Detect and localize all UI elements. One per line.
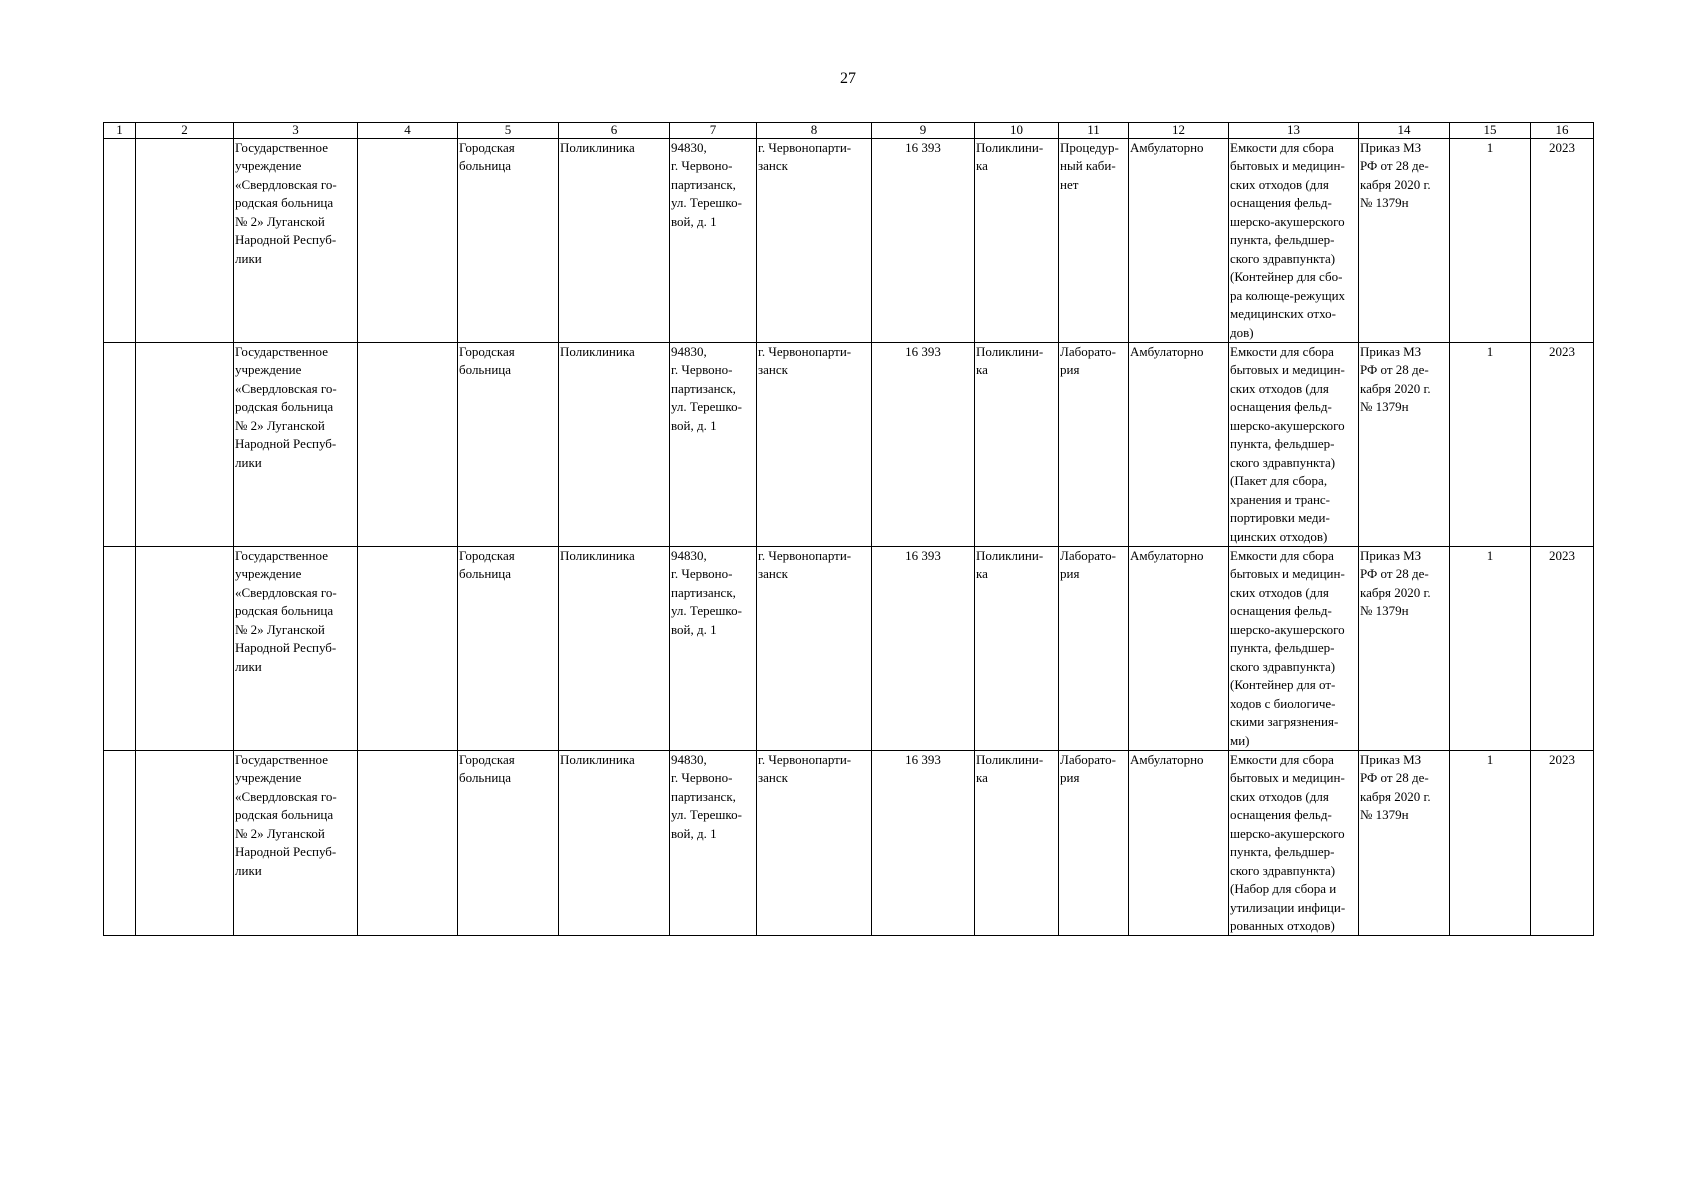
column-number: 2 (136, 123, 234, 139)
cell-population: 16 393 (872, 750, 975, 936)
cell-address: 94830, г. Червоно- партизанск, ул. Терешко- вой, д. 1 (670, 139, 757, 343)
page-number: 27 (840, 70, 856, 87)
cell-col-4 (358, 342, 458, 546)
cell-unit: Поликлини- ка (975, 139, 1059, 343)
cell-population: 16 393 (872, 546, 975, 750)
column-number-row (104, 123, 1594, 139)
cell-institution: Государственное учреждение «Свердловская го- родская больница № 2» Луганской Народной Респуб- лики (234, 139, 358, 343)
table-row (104, 342, 1594, 546)
cell-address: 94830, г. Червоно- партизанск, ул. Терешко- вой, д. 1 (670, 546, 757, 750)
column-number: 4 (358, 123, 458, 139)
cell-care-form: Амбулаторно (1129, 342, 1229, 546)
cell-unit: Поликлини- ка (975, 750, 1059, 936)
cell-col-4 (358, 546, 458, 750)
table-row (104, 139, 1594, 343)
column-number: 5 (458, 123, 559, 139)
cell-unit: Поликлини- ка (975, 546, 1059, 750)
cell-org-type: Городская больница (458, 342, 559, 546)
cell-division: Поликлиника (559, 546, 670, 750)
cell-unit: Поликлини- ка (975, 342, 1059, 546)
column-number: 6 (559, 123, 670, 139)
cell-settlement: г. Червонопарти- занск (757, 342, 872, 546)
cell-year: 2023 (1531, 546, 1594, 750)
column-number: 14 (1359, 123, 1450, 139)
cell-population: 16 393 (872, 139, 975, 343)
column-number: 8 (757, 123, 872, 139)
cell-address: 94830, г. Червоно- партизанск, ул. Терешко- вой, д. 1 (670, 342, 757, 546)
cell-quantity: 1 (1450, 750, 1531, 936)
cell-division: Поликлиника (559, 342, 670, 546)
cell-settlement: г. Червонопарти- занск (757, 139, 872, 343)
column-number: 13 (1229, 123, 1359, 139)
cell-equipment: Емкости для сбора бытовых и медицин- ских отходов (для оснащения фельд- шерско-акушерского пункта, фельдшер- ского здравпункта) (Контейнер для сбо- ра колюще-режущих медицинских отхо- дов) (1229, 139, 1359, 343)
cell-settlement: г. Червонопарти- занск (757, 750, 872, 936)
column-number: 1 (104, 123, 136, 139)
cell-care-form: Амбулаторно (1129, 750, 1229, 936)
cell-col-1 (104, 139, 136, 343)
column-number: 9 (872, 123, 975, 139)
column-number: 11 (1059, 123, 1129, 139)
cell-col-1 (104, 750, 136, 936)
cell-population: 16 393 (872, 342, 975, 546)
table-row (104, 546, 1594, 750)
column-number: 12 (1129, 123, 1229, 139)
cell-col-2 (136, 342, 234, 546)
equipment-register-table (103, 122, 1594, 936)
cell-institution: Государственное учреждение «Свердловская го- родская больница № 2» Луганской Народной Респуб- лики (234, 750, 358, 936)
cell-room: Лаборато- рия (1059, 546, 1129, 750)
cell-equipment: Емкости для сбора бытовых и медицин- ских отходов (для оснащения фельд- шерско-акушерского пункта, фельдшер- ского здравпункта) (Набор для сбора и утилизации инфици- рованных отходов) (1229, 750, 1359, 936)
cell-quantity: 1 (1450, 546, 1531, 750)
cell-year: 2023 (1531, 139, 1594, 343)
cell-care-form: Амбулаторно (1129, 139, 1229, 343)
table-row (104, 750, 1594, 936)
cell-col-1 (104, 546, 136, 750)
cell-org-type: Городская больница (458, 750, 559, 936)
column-number: 3 (234, 123, 358, 139)
cell-year: 2023 (1531, 342, 1594, 546)
cell-room: Процедур- ный каби- нет (1059, 139, 1129, 343)
cell-col-1 (104, 342, 136, 546)
cell-room: Лаборато- рия (1059, 342, 1129, 546)
cell-settlement: г. Червонопарти- занск (757, 546, 872, 750)
column-number: 15 (1450, 123, 1531, 139)
cell-division: Поликлиника (559, 139, 670, 343)
cell-quantity: 1 (1450, 139, 1531, 343)
cell-org-type: Городская больница (458, 546, 559, 750)
cell-col-2 (136, 546, 234, 750)
cell-year: 2023 (1531, 750, 1594, 936)
cell-order: Приказ МЗ РФ от 28 де- кабря 2020 г. № 1379н (1359, 342, 1450, 546)
cell-org-type: Городская больница (458, 139, 559, 343)
cell-institution: Государственное учреждение «Свердловская го- родская больница № 2» Луганской Народной Респуб- лики (234, 342, 358, 546)
cell-address: 94830, г. Червоно- партизанск, ул. Терешко- вой, д. 1 (670, 750, 757, 936)
cell-care-form: Амбулаторно (1129, 546, 1229, 750)
cell-equipment: Емкости для сбора бытовых и медицин- ских отходов (для оснащения фельд- шерско-акушерского пункта, фельдшер- ского здравпункта) (Контейнер для от- ходов с биологиче- скими загрязнения- ми) (1229, 546, 1359, 750)
column-number: 7 (670, 123, 757, 139)
cell-col-4 (358, 750, 458, 936)
cell-col-4 (358, 139, 458, 343)
cell-room: Лаборато- рия (1059, 750, 1129, 936)
cell-order: Приказ МЗ РФ от 28 де- кабря 2020 г. № 1379н (1359, 139, 1450, 343)
cell-equipment: Емкости для сбора бытовых и медицин- ских отходов (для оснащения фельд- шерско-акушерского пункта, фельдшер- ского здравпункта) (Пакет для сбора, хранения и транс- портировки меди- цинских отходов) (1229, 342, 1359, 546)
column-number: 10 (975, 123, 1059, 139)
cell-division: Поликлиника (559, 750, 670, 936)
cell-order: Приказ МЗ РФ от 28 де- кабря 2020 г. № 1379н (1359, 546, 1450, 750)
column-number: 16 (1531, 123, 1594, 139)
cell-col-2 (136, 750, 234, 936)
cell-quantity: 1 (1450, 342, 1531, 546)
cell-order: Приказ МЗ РФ от 28 де- кабря 2020 г. № 1379н (1359, 750, 1450, 936)
cell-col-2 (136, 139, 234, 343)
cell-institution: Государственное учреждение «Свердловская го- родская больница № 2» Луганской Народной Респуб- лики (234, 546, 358, 750)
